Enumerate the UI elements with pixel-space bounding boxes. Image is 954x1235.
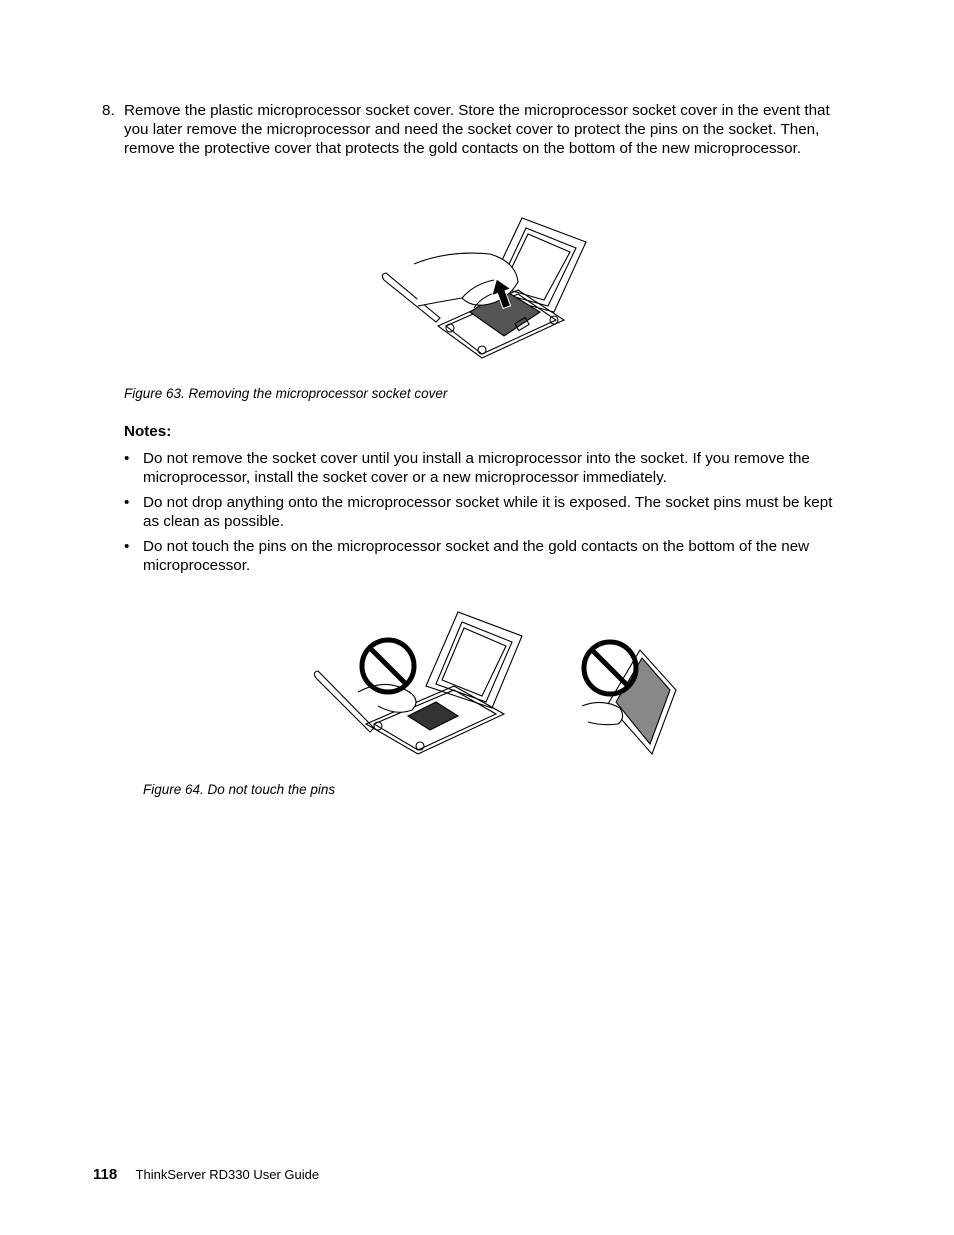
note-text: Do not remove the socket cover until you install a microprocessor into the socket. If you remove the microprocessor, install the socket cover or a new microprocessor immediately. [143,450,810,486]
guide-title: ThinkServer RD330 User Guide [135,1167,320,1182]
list-item [124,537,844,575]
step-number: 8. [102,102,115,119]
page-footer [93,1166,319,1184]
step-8 [102,101,842,158]
figure-63-illustration [378,208,592,360]
bullet: • [124,494,130,511]
note-text: Do not touch the pins on the microprocessor socket and the gold contacts on the bottom of the new microprocessor. [143,538,810,574]
page-number: 118 [93,1166,118,1183]
list-item [124,449,844,487]
notes-list [124,449,844,581]
notes-heading: Notes: [124,423,172,440]
list-item [124,493,844,531]
no-symbol-icon [584,642,636,694]
bullet: • [124,450,130,467]
figure-64-socket-illustration [308,606,530,756]
figure-64-processor-illustration [578,634,680,756]
bullet: • [124,538,130,555]
figure-64-caption: Figure 64. Do not touch the pins [143,782,336,797]
step-text: Remove the plastic microprocessor socket cover. Store the microprocessor socket cover in the event that you later remove the microprocessor and need the socket cover to protect the pins on the socket. Then, remove the protective cover that protects the gold contacts on the bottom of the new microprocessor. [124,102,830,157]
figure-63-caption: Figure 63. Removing the microprocessor socket cover [124,386,448,401]
note-text: Do not drop anything onto the microprocessor socket while it is exposed. The socket pins must be kept as clean as possible. [143,494,833,530]
